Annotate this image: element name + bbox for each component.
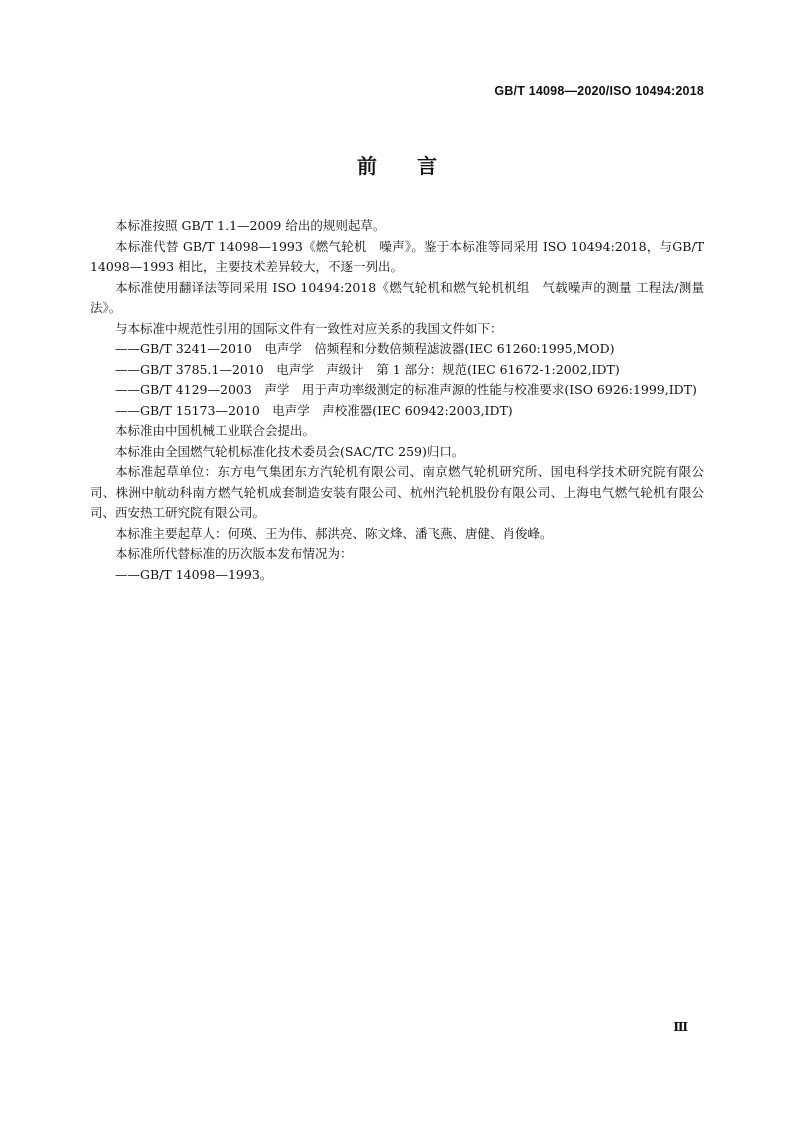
paragraph-references-intro: 与本标准中规范性引用的国际文件有一致性对应关系的我国文件如下： xyxy=(115,320,503,336)
paragraph-administrator: 本标准由全国燃气轮机标准化技术委员会(SAC/TC 259)归口。 xyxy=(115,443,465,459)
reference-item: ——GB/T 3785.1—2010 电声学 声级计 第 1 部分：规范(IEC 61672-1:2002,IDT) xyxy=(115,361,620,377)
page-number: Ⅲ xyxy=(673,1020,688,1034)
paragraph-proposer: 本标准由中国机械工业联合会提出。 xyxy=(115,423,316,438)
paragraph-replacement: 本标准代替 GB/T 14098—1993《燃气轮机 噪声》。鉴于本标准等同采用 ISO 10494:2018，与GB/T 14098—1993 相比，主要技术差异较大，不逐一列出。 xyxy=(90,238,704,274)
standard-number: GB/T 14098—2020/ISO 10494:2018 xyxy=(494,84,704,98)
paragraph-drafting-rules: 本标准按照 GB/T 1.1—2009 给出的规则起草。 xyxy=(115,218,386,233)
paragraph-previous-editions: 本标准所代替标准的历次版本发布情况为： xyxy=(115,546,353,561)
reference-item: ——GB/T 3241—2010 电声学 倍频程和分数倍频程滤波器(IEC 61260:1995,MOD) xyxy=(115,341,615,356)
paragraph-drafters: 本标准主要起草人：何瑛、王为伟、郝洪亮、陈文烽、潘飞燕、唐健、肖俊峰。 xyxy=(115,525,553,541)
paragraph-translation-method: 本标准使用翻译法等同采用 ISO 10494:2018《燃气轮机和燃气轮机机组 气载噪声的测量 工程法/测量法》。 xyxy=(90,279,704,315)
reference-item: ——GB/T 4129—2003 声学 用于声功率级测定的标准声源的性能与校准要求(ISO 6926:1999,IDT) xyxy=(115,382,697,397)
reference-item: ——GB/T 15173—2010 电声学 声校准器(IEC 60942:2003,IDT) xyxy=(115,402,513,418)
previous-edition-item: ——GB/T 14098—1993。 xyxy=(115,566,273,582)
paragraph-drafting-units: 本标准起草单位：东方电气集团东方汽轮机有限公司、南京燃气轮机研究所、国电科学技术研究院有限公司、株洲中航动科南方燃气轮机成套制造安装有限公司、杭州汽轮机股份有限公司、上海电气燃气轮机有限公司、西安热工研究院有限公司。 xyxy=(90,464,704,520)
page-title: 前言 xyxy=(357,154,477,178)
foreword-body xyxy=(90,216,704,585)
